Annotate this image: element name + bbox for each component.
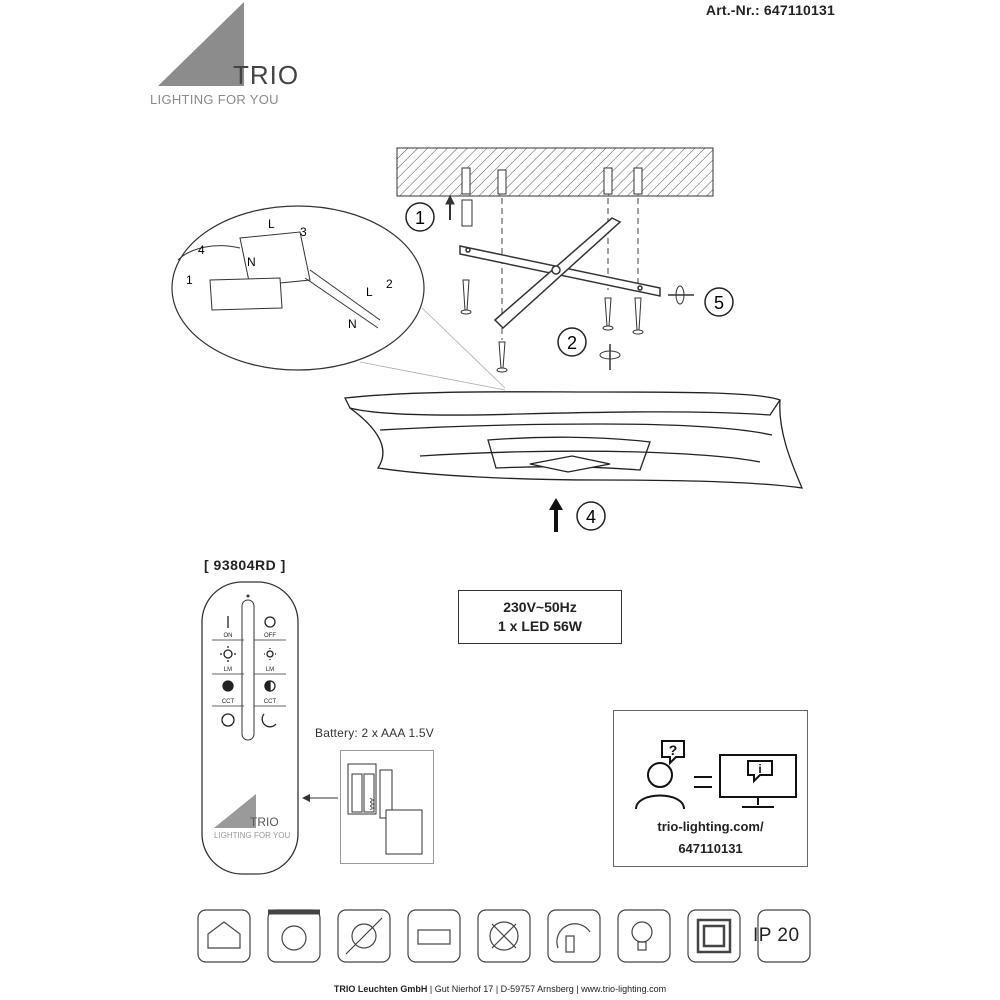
- battery-arrow: [300, 790, 340, 806]
- remote-control: [200, 580, 300, 876]
- button-label-lm-up: LM: [223, 667, 233, 673]
- footer: [0, 984, 1000, 994]
- footer-website[interactable]: www.trio-lighting.com: [581, 984, 667, 994]
- mounting-bracket: [460, 218, 660, 328]
- detail-label-l: L: [366, 285, 373, 299]
- assembly-diagram: [0, 130, 1000, 550]
- child-lock-icon: [618, 910, 670, 962]
- screw-step1: [446, 196, 472, 226]
- article-number: Art.-Nr.: 647110131: [705, 2, 835, 18]
- brand-name: TRIO: [233, 60, 300, 90]
- wiring-detail: [172, 206, 505, 390]
- lamp-body: [345, 392, 802, 488]
- remote-model-code: [ 93804RD ]: [204, 557, 286, 573]
- footer-sep-1: |: [429, 984, 435, 994]
- person-icon: [648, 763, 672, 787]
- step-2-label: 2: [566, 333, 578, 353]
- battery-cell-label: AAA: [368, 798, 374, 811]
- info-url-line1[interactable]: trio-lighting.com/: [657, 819, 764, 834]
- info-box: [613, 710, 808, 867]
- trio-logo-triangle: [158, 2, 244, 86]
- info-url-line2[interactable]: 647110131: [678, 841, 743, 856]
- detail-label-n-top: N: [247, 255, 256, 269]
- button-label-cct-cold: CCT: [263, 699, 277, 705]
- detail-num-2: 2: [386, 277, 393, 291]
- brand-tagline: LIGHTING FOR YOU: [150, 92, 279, 107]
- step-4-label: 4: [585, 507, 597, 527]
- support-illustration: [628, 721, 798, 813]
- footer-sep-3: |: [576, 984, 582, 994]
- detail-label-l-top: L: [268, 217, 275, 231]
- push-up-arrow: [549, 498, 563, 532]
- voltage-spec: 230V~50Hz: [503, 599, 577, 615]
- footer-address: Gut Nierhof 17: [434, 984, 494, 994]
- step-1-label: 1: [414, 208, 426, 228]
- battery-compartment: [340, 750, 434, 864]
- remote-brand-name: TRIO: [250, 815, 279, 829]
- ceiling-mount-icon: [268, 910, 320, 962]
- footer-city: D-59757 Arnsberg: [500, 984, 574, 994]
- remote-brand-tagline: LIGHTING FOR YOU: [214, 831, 291, 840]
- svg-text:?: ?: [668, 742, 678, 758]
- footer-company: TRIO Leuchten GmbH: [333, 984, 428, 994]
- footer-sep-2: |: [495, 984, 501, 994]
- led-spec: 1 x LED 56W: [497, 618, 583, 634]
- svg-text:i: i: [758, 762, 762, 776]
- button-label-lm-down: LM: [265, 667, 275, 673]
- symbol-row: [196, 908, 816, 968]
- color-temp-warm-icon[interactable]: [223, 681, 233, 691]
- button-label-off: OFF: [264, 633, 276, 639]
- detail-num-4: 4: [198, 243, 205, 257]
- detail-label-n: N: [348, 317, 357, 331]
- detail-num-1: 1: [186, 273, 193, 287]
- protection-class-ii-icon: [688, 910, 740, 962]
- ip-rating-text: IP 20: [753, 925, 800, 946]
- button-label-on: ON: [223, 633, 233, 639]
- battery-label: Battery: 2 x AAA 1.5V: [315, 726, 434, 740]
- indoor-use-icon: [198, 910, 250, 962]
- spec-box: [458, 590, 622, 644]
- remote-control-icon: [408, 910, 460, 962]
- rotate-symbols: [600, 286, 694, 370]
- button-label-cct-warm: CCT: [221, 699, 235, 705]
- detail-num-3: 3: [300, 225, 307, 239]
- step-5-label: 5: [713, 293, 725, 313]
- ceiling: [397, 148, 713, 196]
